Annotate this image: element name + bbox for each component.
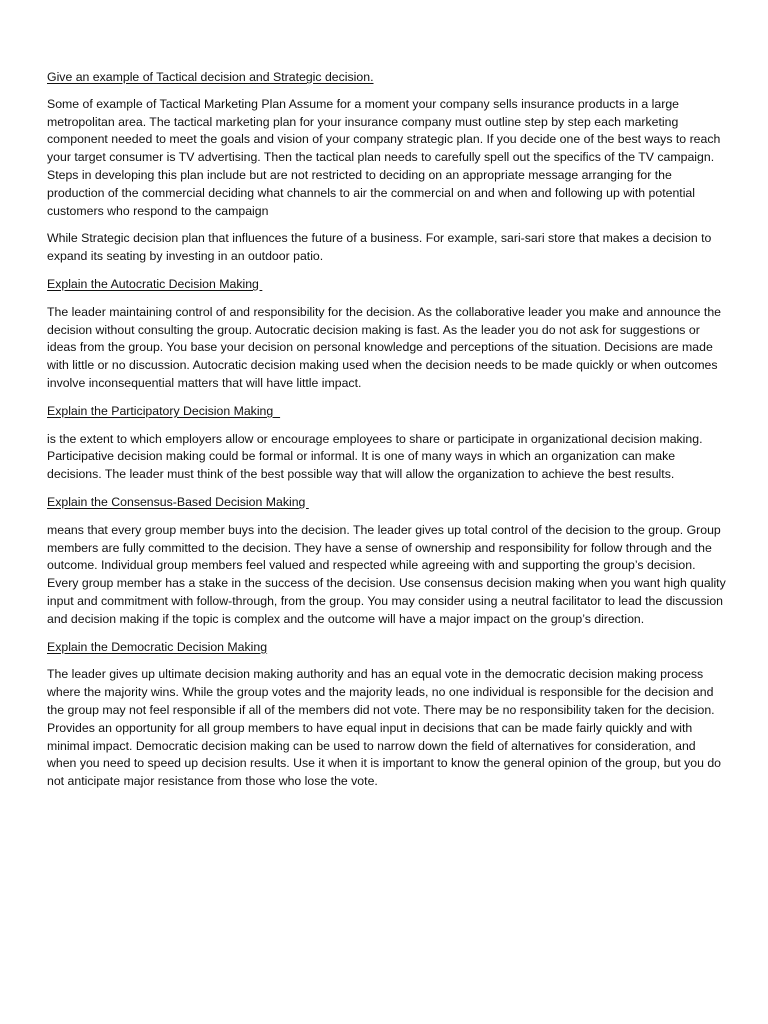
heading-tactical-strategic: Give an example of Tactical decision and Strategic decision. xyxy=(47,70,374,84)
paragraph-strategic: While Strategic decision plan that influences the future of a business. For example, sari-sari store that makes a decision to expand its seating by investing in an outdoor patio. xyxy=(47,231,712,264)
paragraph-tactical: Some of example of Tactical Marketing Plan Assume for a moment your company sells insurance products in a large metropolitan area. The tactical marketing plan for your insurance company must outline step by step each marketing component needed to meet the goals and vision of your company strategic plan. If you decide one of the best ways to reach your target consumer is TV advertising. Then the tactical plan needs to carefully spell out the specifics of the TV campaign. Steps in developing this plan include but are not restricted to deciding on an appropriate message arranging for the production of the commercial deciding what channels to air the commercial on and when and following up with potential customers who respond to the campaign xyxy=(47,96,721,218)
paragraph-consensus: means that every group member buys into the decision. The leader gives up total control of the decision to the group. Group members are fully committed to the decision. They have a sense of ownership and responsibility for follow through and the outcome. Individual group members feel valued and respected while agreeing with and supporting the group’s decision. Every group member has a stake in the success of the decision. Use consensus decision making when you want high quality input and commitment with follow-through, from the group. You may consider using a neutral facilitator to lead the discussion and decision making if the topic is complex and the outcome will have a major impact on the group’s direction. xyxy=(47,522,726,626)
heading-consensus: Explain the Consensus-Based Decision Making xyxy=(47,494,309,509)
document-page xyxy=(47,69,727,791)
paragraph-participatory: is the extent to which employers allow or encourage employees to share or participate in organizational decision making. Participative decision making could be formal or informal. It is one of many ways in which an organization can make decisions. The leader must think of the best possible way that will allow the organization to achieve the best results. xyxy=(47,431,703,482)
heading-autocratic: Explain the Autocratic Decision Making xyxy=(47,276,263,291)
heading-democratic: Explain the Democratic Decision Making xyxy=(47,639,268,654)
paragraph-autocratic: The leader maintaining control of and responsibility for the decision. As the collaborative leader you make and announce the decision without consulting the group. Autocratic decision making is fast. As the leader you do not ask for suggestions or ideas from the group. You base your decision on personal knowledge and perceptions of the situation. Decisions are made with little or no discussion. Autocratic decision making used when the decision needs to be made quickly or when outcomes involve inconsequential matters that will have little impact. xyxy=(47,304,722,390)
heading-participatory: Explain the Participatory Decision Making xyxy=(47,403,281,418)
paragraph-democratic: The leader gives up ultimate decision making authority and has an equal vote in the democratic decision making process where the majority wins. While the group votes and the majority leads, no one individual is responsible for the decision and the group may not feel responsible if all of the members did not vote. There may be no responsibility taken for the decision. Provides an opportunity for all group members to have equal input in decisions that can be made fairly quickly and with minimal impact. Democratic decision making can be used to narrow down the field of alternatives for consideration, and when you need to speed up decision results. Use it when it is important to know the general opinion of the group, but you do not anticipate major resistance from those who lose the vote. xyxy=(47,667,722,789)
